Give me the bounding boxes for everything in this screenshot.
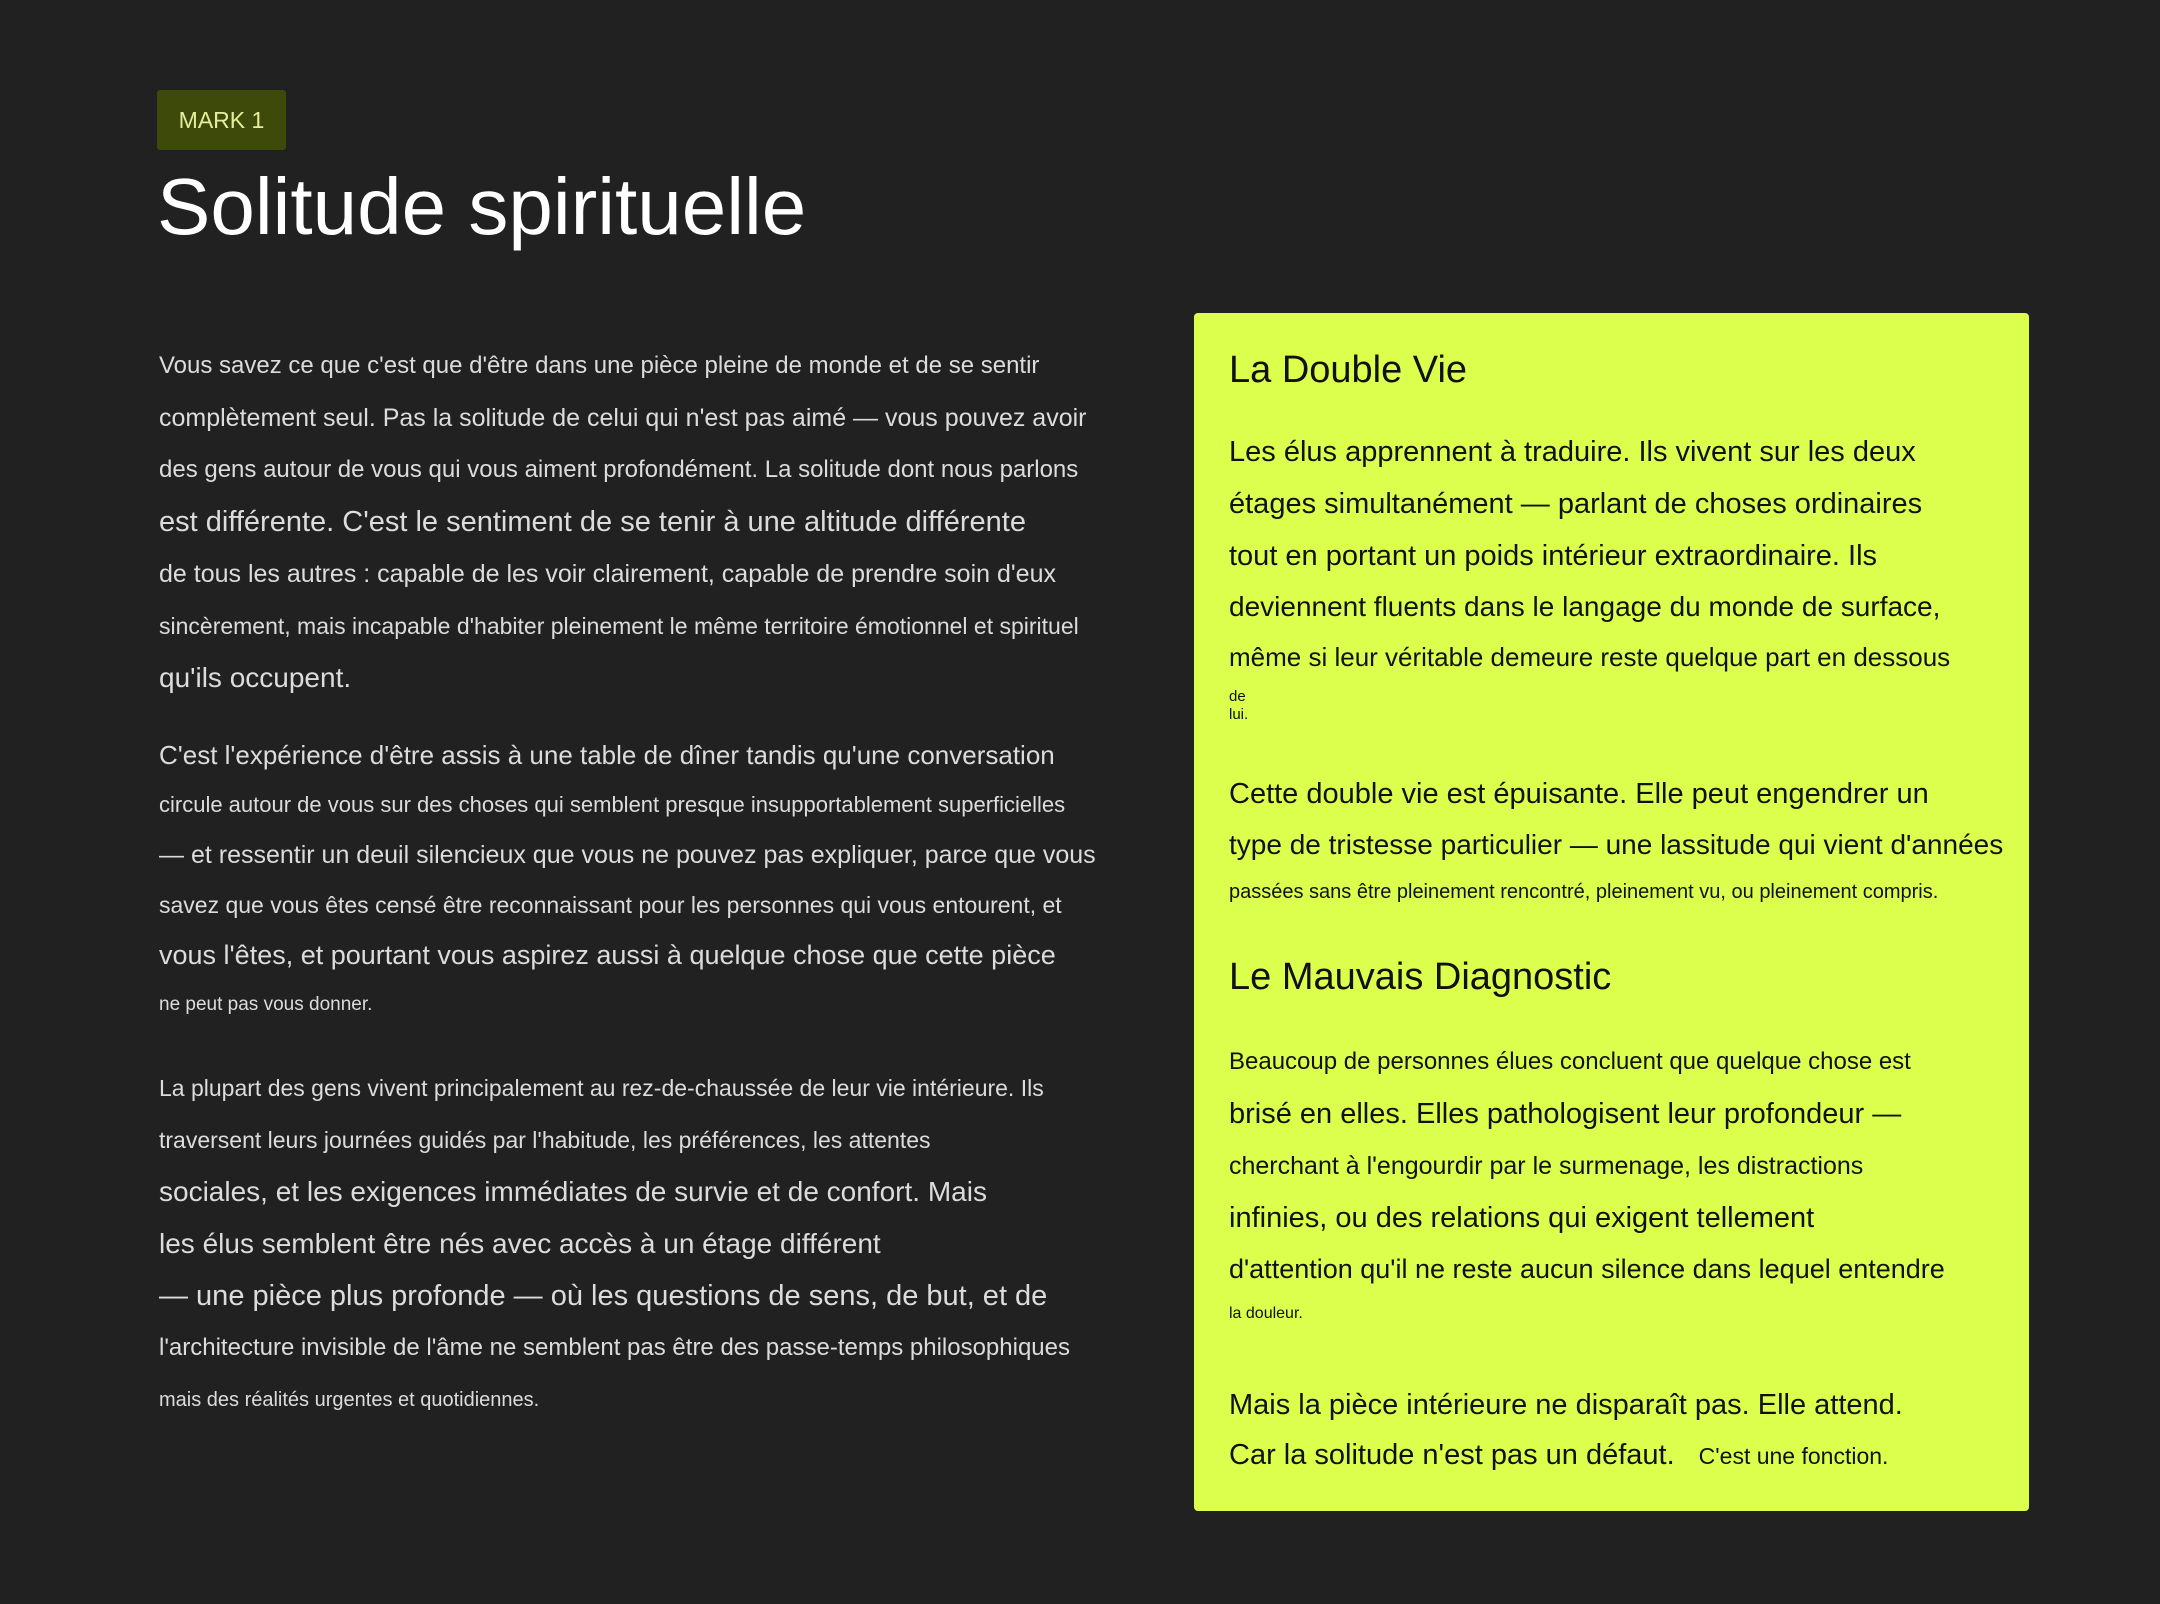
panel-paragraph-1 [1229,426,2009,724]
panel-paragraph-4 [1229,1380,2009,1481]
panel-paragraph-2 [1229,768,2009,914]
paragraph-line: Cette double vie est épuisante. Elle peut engendrer un [1229,778,1929,810]
paragraph-line: Les élus apprennent à traduire. Ils vivent sur les deux [1229,436,1916,468]
paragraph-3 [159,1062,1159,1426]
paragraph-line: — une pièce plus profonde — où les questions de sens, de but, et de [159,1280,1048,1312]
mark-badge: MARK 1 [157,90,286,150]
paragraph-line: complètement seul. Pas la solitude de celui qui n'est pas aimé — vous pouvez avoir [159,404,1087,432]
paragraph-line: mais des réalités urgentes et quotidiennes. [159,1389,540,1411]
paragraph-line: ne peut pas vous donner. [159,994,373,1015]
left-column [159,340,1159,1426]
paragraph-text: Car la solitude n'est pas un défaut. [1229,1439,1675,1471]
paragraph-line: sociales, et les exigences immédiates de survie et de confort. Mais [159,1176,987,1207]
paragraph-line: — et ressentir un deuil silencieux que vous ne pouvez pas expliquer, parce que vous [159,841,1096,869]
paragraph-2 [159,730,1159,1030]
paragraph-line: brisé en elles. Elles pathologisent leur profondeur — [1229,1098,1902,1130]
paragraph-line: passées sans être pleinement rencontré, pleinement vu, ou pleinement compris. [1229,881,1939,903]
paragraph-line: infinies, ou des relations qui exigent tellement [1229,1202,1815,1234]
paragraph-line [1229,1430,2009,1481]
paragraph-line: vous l'êtes, et pourtant vous aspirez aussi à quelque chose que cette pièce [159,940,1056,970]
paragraph-line: qu'ils occupent. [159,662,352,693]
paragraph-line: deviennent fluents dans le langage du monde de surface, [1229,591,1941,622]
paragraph-line: savez que vous êtes censé être reconnaissant pour les personnes qui vous entourent, et [159,892,1062,918]
paragraph-line: est différente. C'est le sentiment de se tenir à une altitude différente [159,506,1026,538]
paragraph-line: les élus semblent être nés avec accès à un étage différent [159,1228,881,1259]
paragraph-line: traversent leurs journées guidés par l'habitude, les préférences, les attentes [159,1127,931,1153]
paragraph-line: lui. [1229,706,1249,723]
panel-heading-double-vie: La Double Vie [1229,349,1468,391]
paragraph-line: la douleur. [1229,1305,1303,1322]
paragraph-line: même si leur véritable demeure reste quelque part en dessous [1229,642,1951,672]
paragraph-1 [159,340,1159,704]
paragraph-line: Beaucoup de personnes élues concluent que quelque chose est [1229,1048,1911,1075]
paragraph-line: de [1229,688,1246,705]
page-title: Solitude spirituelle [157,162,807,251]
paragraph-line: des gens autour de vous qui vous aiment profondément. La solitude dont nous parlons [159,456,1079,483]
paragraph-line: Mais la pièce intérieure ne disparaît pas. Elle attend. [1229,1389,1903,1421]
paragraph-line: C'est l'expérience d'être assis à une table de dîner tandis qu'une conversation [159,740,1055,770]
paragraph-line: cherchant à l'engourdir par le surmenage, les distractions [1229,1152,1864,1180]
paragraph-line: sincèrement, mais incapable d'habiter pleinement le même territoire émotionnel et spirituel [159,613,1079,639]
paragraph-line: de tous les autres : capable de les voir clairement, capable de prendre soin d'eux [159,560,1056,588]
paragraph-line: Vous savez ce que c'est que d'être dans une pièce pleine de monde et de se sentir [159,352,1040,379]
panel-heading-mauvais-diagnostic: Le Mauvais Diagnostic [1229,956,1612,998]
paragraph-tail: C'est une fonction. [1698,1443,1889,1469]
paragraph-line: étages simultanément — parlant de choses ordinaires [1229,488,1923,520]
panel-paragraph-3 [1229,1036,2009,1334]
paragraph-line: d'attention qu'il ne reste aucun silence dans lequel entendre [1229,1254,1945,1284]
paragraph-line: circule autour de vous sur des choses qui semblent presque insupportablement superficielles [159,792,1066,817]
paragraph-line: tout en portant un poids intérieur extraordinaire. Ils [1229,540,1878,572]
sidebar-panel [1194,313,2029,1511]
paragraph-line: La plupart des gens vivent principalement au rez-de-chaussée de leur vie intérieure. Ils [159,1075,1044,1101]
paragraph-line: type de tristesse particulier — une lassitude qui vient d'années [1229,829,2004,860]
paragraph-line: l'architecture invisible de l'âme ne semblent pas être des passe-temps philosophiques [159,1334,1070,1361]
